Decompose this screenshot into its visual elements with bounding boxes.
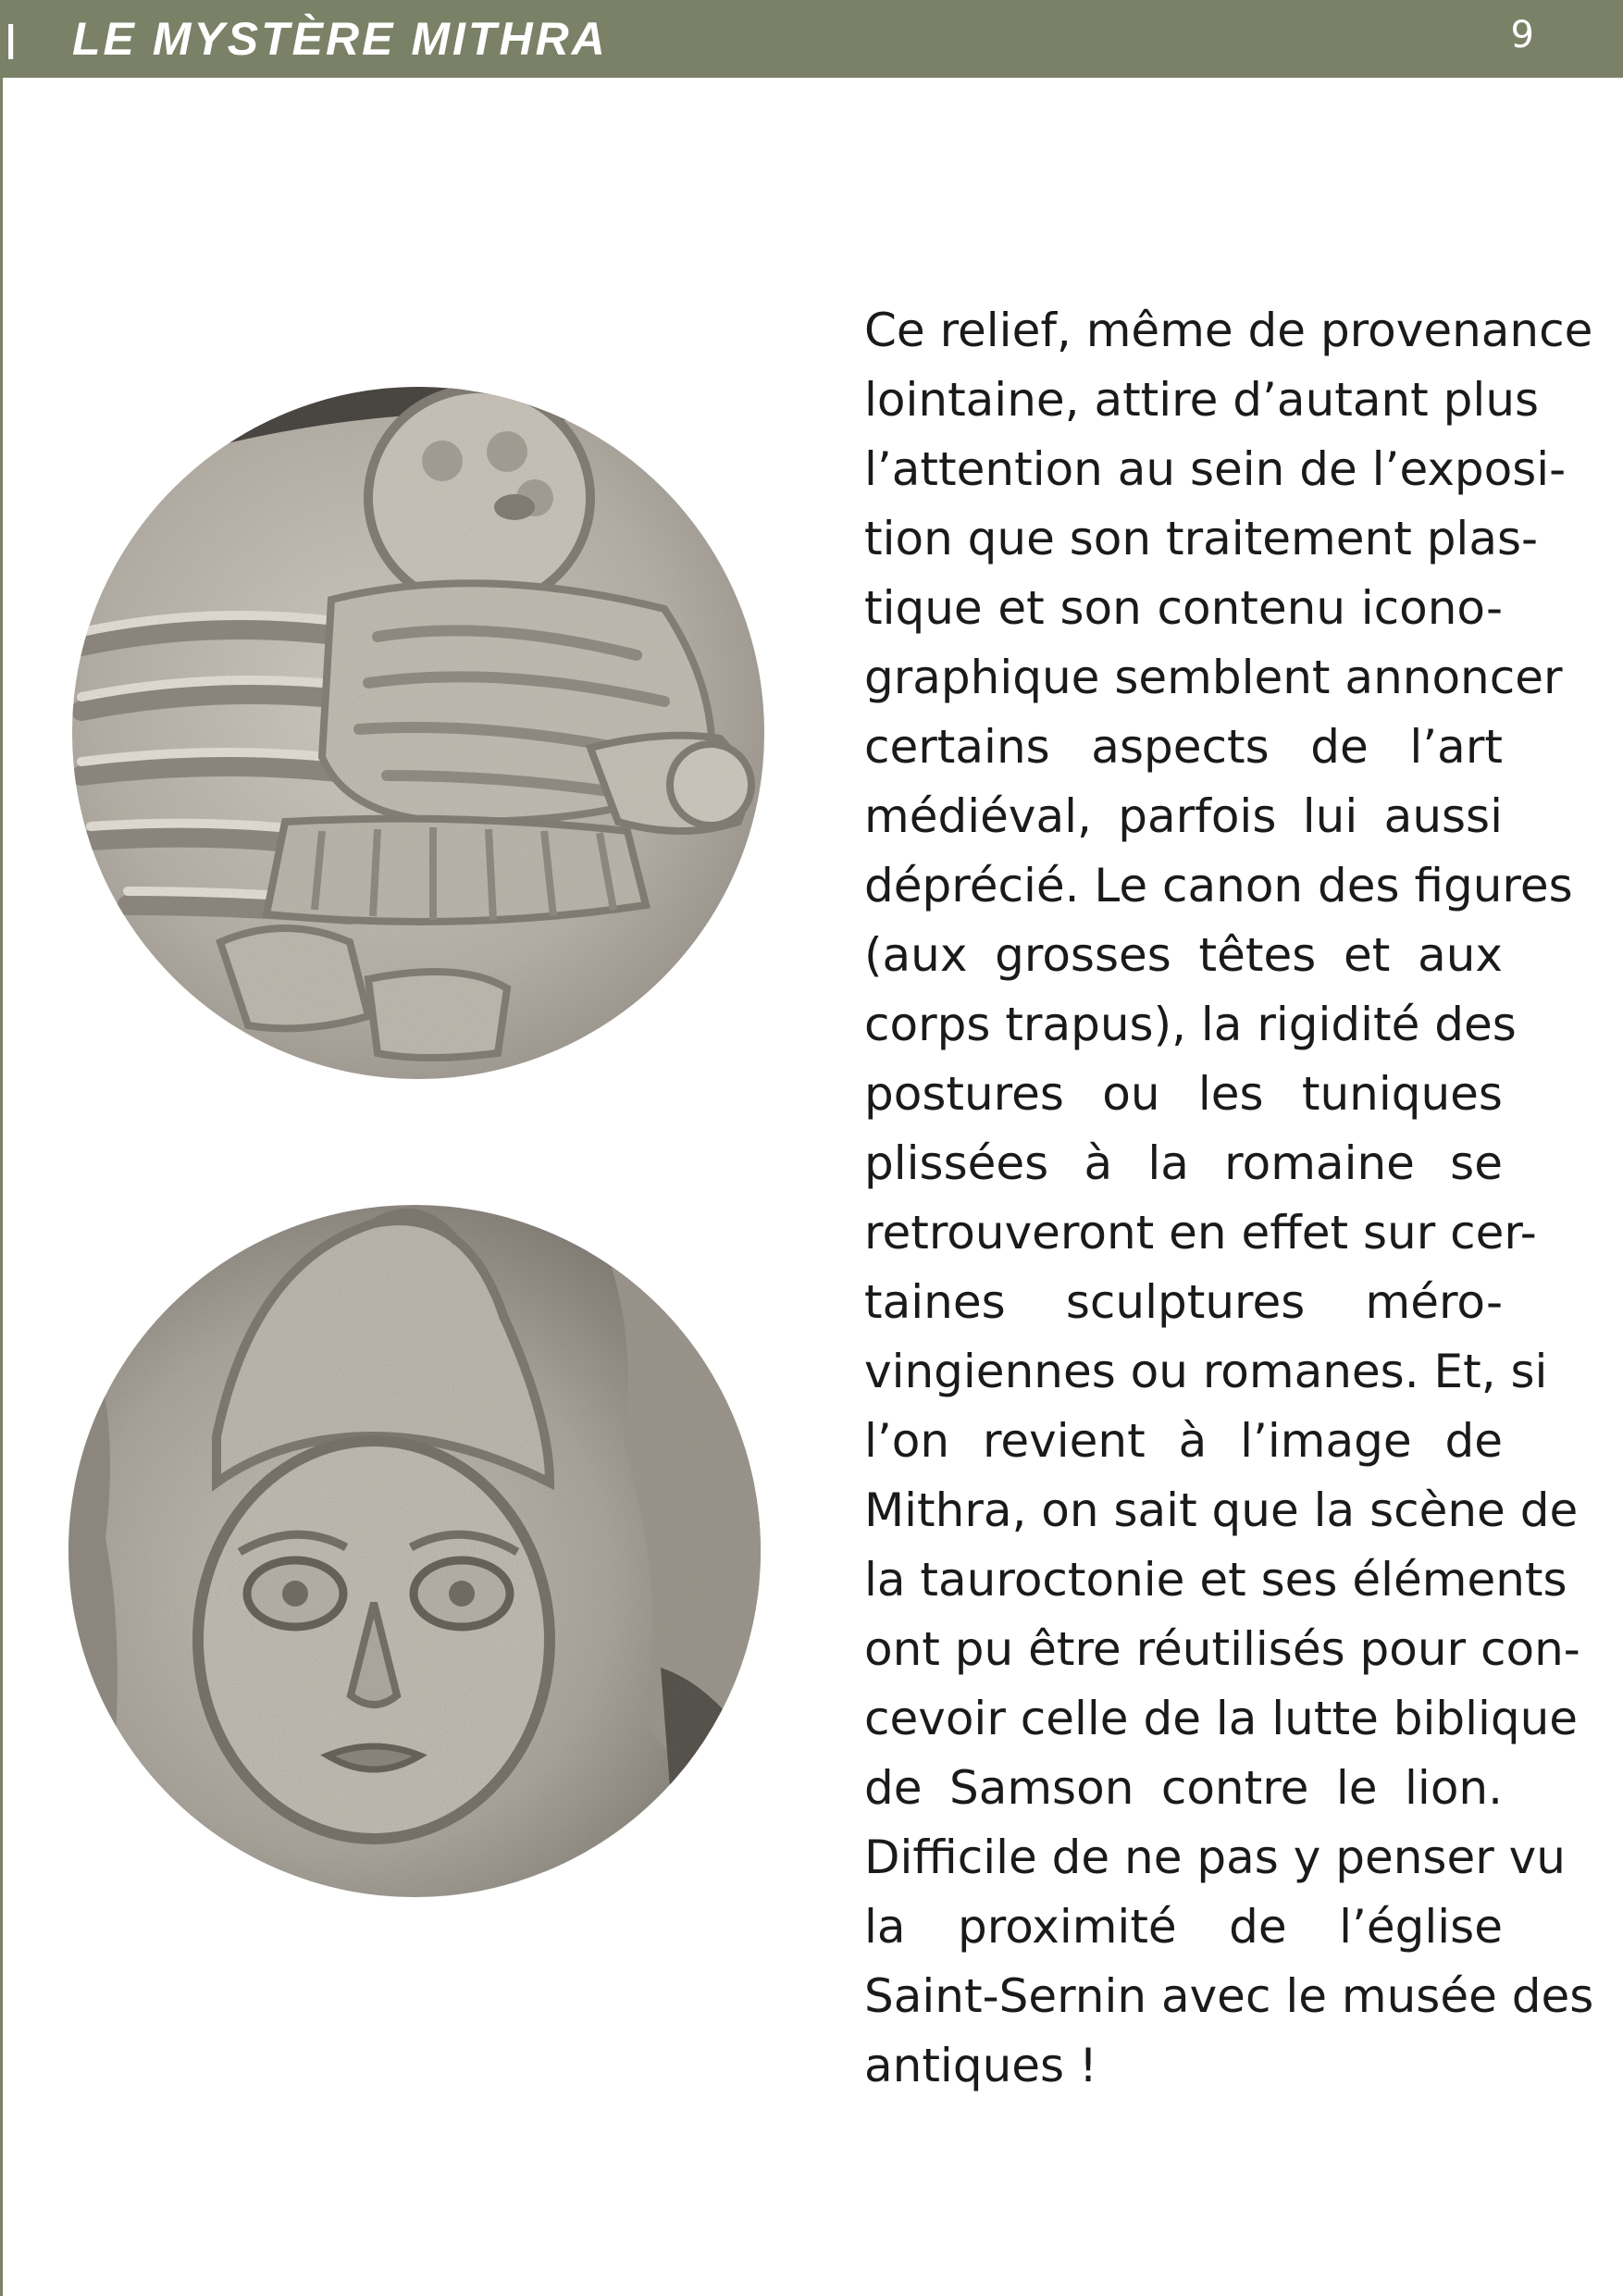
body-line: tion que son traitement plas- [864,512,1539,565]
body-line: déprécié. Le canon des figures [864,859,1573,912]
left-margin-rule [0,78,3,2296]
relief-figure-tunic-icon [72,387,764,1079]
header-bar [0,0,1623,78]
relief-head-photo [68,1205,761,1897]
body-line: tique et son contenu icono- [864,581,1503,635]
relief-head-icon [68,1205,761,1897]
body-paragraph [864,296,1594,2101]
body-line: plissées à la romaine se [864,1136,1503,1190]
body-line: médiéval, parfois lui aussi [864,789,1503,843]
page-number: 9 [1510,14,1534,56]
relief-figure-tunic-photo [72,387,764,1079]
body-line: la proximité de l’église [864,1900,1503,1954]
page-title: LE MYSTÈRE MITHRA [72,13,608,65]
body-line: l’on revient à l’image de [864,1414,1503,1468]
body-line: ont pu être réutilisés pour con- [864,1622,1580,1676]
body-line: certains aspects de l’art [864,720,1503,774]
header-mark: | [6,19,17,59]
body-line: corps trapus), la rigidité des [864,998,1517,1051]
body-line: (aux grosses têtes et aux [864,928,1503,982]
body-line: de Samson contre le lion. [864,1761,1503,1815]
body-line: Saint-Sernin avec le musée des [864,1969,1594,2023]
body-line: l’attention au sein de l’exposi- [864,442,1567,496]
body-line: cevoir celle de la lutte biblique [864,1692,1579,1745]
body-line: Mithra, on sait que la scène de [864,1483,1579,1537]
body-line: retrouveront en effet sur cer- [864,1206,1537,1260]
body-line: lointaine, attire d’autant plus [864,373,1540,427]
body-line: taines sculptures méro- [864,1275,1503,1329]
body-line: la tauroctonie et ses éléments [864,1553,1567,1607]
body-line: Ce relief, même de provenance [864,304,1593,357]
body-line: postures ou les tuniques [864,1067,1503,1121]
body-line: antiques ! [864,2039,1098,2092]
body-line: Difficile de ne pas y penser vu [864,1831,1566,1884]
body-line: graphique semblent annoncer [864,651,1563,704]
body-line: vingiennes ou romanes. Et, si [864,1345,1548,1398]
